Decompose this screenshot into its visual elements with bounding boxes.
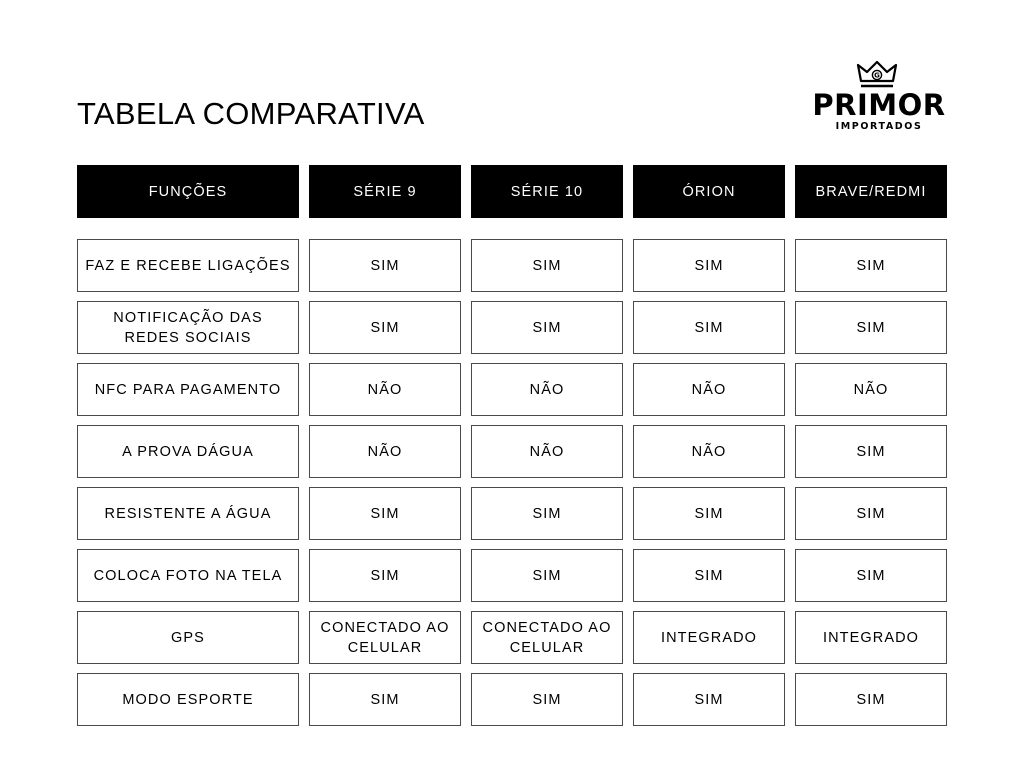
page-title: TABELA COMPARATIVA (77, 96, 425, 131)
table-cell: SIM (471, 673, 623, 726)
table-cell: NÃO (795, 363, 947, 416)
table-cell: NÃO (633, 425, 785, 478)
table-cell: NÃO (471, 425, 623, 478)
table-cell: SIM (795, 425, 947, 478)
feature-label: MODO ESPORTE (77, 673, 299, 726)
table-cell: SIM (471, 487, 623, 540)
table-cell: SIM (795, 301, 947, 354)
feature-label: RESISTENTE A ÁGUA (77, 487, 299, 540)
feature-label: NOTIFICAÇÃO DAS REDES SOCIAIS (77, 301, 299, 354)
table-cell: SIM (471, 239, 623, 292)
table-cell: SIM (309, 673, 461, 726)
table-cell: SIM (633, 239, 785, 292)
brand-logo (806, 60, 952, 136)
table-cell: SIM (309, 239, 461, 292)
table-cell: CONECTADO AO CELULAR (309, 611, 461, 664)
table-cell: SIM (633, 301, 785, 354)
table-cell: INTEGRADO (633, 611, 785, 664)
brand-name: PRIMOR (812, 88, 946, 122)
table-cell: SIM (795, 673, 947, 726)
column-header-orion: ÓRION (633, 165, 785, 218)
table-cell: SIM (795, 239, 947, 292)
table-cell: SIM (633, 549, 785, 602)
table-cell: INTEGRADO (795, 611, 947, 664)
column-header-brave-redmi: BRAVE/REDMI (795, 165, 947, 218)
feature-label: COLOCA FOTO NA TELA (77, 549, 299, 602)
column-header-serie-10: SÉRIE 10 (471, 165, 623, 218)
table-cell: SIM (309, 549, 461, 602)
table-cell: NÃO (309, 363, 461, 416)
column-header-funcoes: FUNÇÕES (77, 165, 299, 218)
feature-label: A PROVA DÁGUA (77, 425, 299, 478)
table-cell: SIM (471, 301, 623, 354)
column-header-serie-9: SÉRIE 9 (309, 165, 461, 218)
crown-letter: G (874, 71, 880, 80)
feature-label: NFC PARA PAGAMENTO (77, 363, 299, 416)
table-cell: SIM (795, 487, 947, 540)
table-cell: NÃO (633, 363, 785, 416)
crown-icon (856, 60, 898, 90)
table-cell: SIM (309, 301, 461, 354)
table-cell: SIM (309, 487, 461, 540)
table-cell: SIM (633, 673, 785, 726)
table-cell: NÃO (309, 425, 461, 478)
table-cell: SIM (795, 549, 947, 602)
table-cell: SIM (471, 549, 623, 602)
table-cell: CONECTADO AO CELULAR (471, 611, 623, 664)
feature-label: FAZ E RECEBE LIGAÇÕES (77, 239, 299, 292)
brand-subtitle: IMPORTADOS (835, 121, 923, 132)
table-cell: SIM (633, 487, 785, 540)
table-cell: NÃO (471, 363, 623, 416)
feature-label: GPS (77, 611, 299, 664)
